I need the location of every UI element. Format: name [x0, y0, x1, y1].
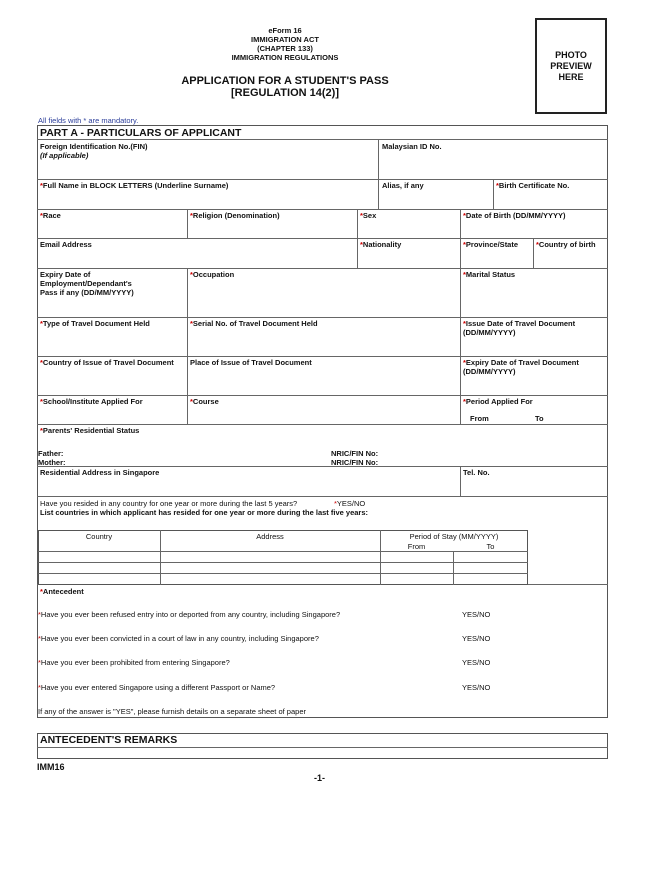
- yes-note: If any of the answer is "YES", please furnish details on a separate sheet of paper: [38, 707, 306, 716]
- question-convicted: * Have you ever been convicted in a court of law in any country, including Singapore?: [38, 634, 319, 643]
- birth-cert-label: * Birth Certificate No.: [496, 181, 569, 190]
- photo-preview-box[interactable]: [535, 18, 607, 114]
- resided-question: Have you resided in any country for one year or more during the last 5 years?: [40, 499, 298, 508]
- country-issue-label: * Country of Issue of Travel Document: [40, 358, 174, 367]
- answer-different-passport[interactable]: YES/NO: [462, 683, 491, 692]
- chapter: (CHAPTER 133): [257, 44, 313, 53]
- col-from: From: [407, 542, 426, 551]
- answer-prohibited[interactable]: YES/NO: [462, 658, 491, 667]
- rule: [187, 209, 188, 238]
- col-address: Address: [256, 532, 284, 541]
- res-address-label: Residential Address in Singapore: [40, 468, 160, 477]
- photo-label-line1: PHOTO: [555, 49, 587, 60]
- father-label: Father:: [38, 449, 64, 458]
- photo-label-line3: HERE: [558, 71, 584, 82]
- period-to-label: To: [535, 414, 544, 423]
- question-different-passport: * Have you ever entered Singapore using a different Passport or Name?: [38, 683, 275, 692]
- answer-refused-entry[interactable]: YES/NO: [462, 610, 491, 619]
- rule: [37, 317, 608, 318]
- malaysian-id-label: Malaysian ID No.: [382, 142, 442, 151]
- list-countries-label: List countries in which applicant has resided for one year or more during the last five years:: [40, 508, 369, 517]
- travel-doc-type-label: * Type of Travel Document Held: [40, 319, 150, 328]
- rule: [37, 268, 608, 269]
- rule: [493, 179, 494, 209]
- full-name-label: * Full Name in BLOCK LETTERS (Underline Surname): [40, 181, 228, 190]
- rule: [37, 356, 608, 357]
- tel-label: Tel. No.: [463, 468, 490, 477]
- regulations-name: IMMIGRATION REGULATIONS: [231, 53, 339, 62]
- page-number: -1-: [314, 773, 325, 783]
- travel-expiry-label-2: (DD/MM/YYYY): [463, 367, 516, 376]
- course-label: * Course: [190, 397, 219, 406]
- dob-label: * Date of Birth (DD/MM/YYYY): [463, 211, 566, 220]
- travel-doc-serial-label: * Serial No. of Travel Document Held: [190, 319, 318, 328]
- pass-expiry-label-3: Pass if any (DD/MM/YYYY): [40, 288, 134, 297]
- rule: [38, 562, 528, 563]
- question-refused-entry: * Have you ever been refused entry into or deported from any country, including Singapore?: [38, 610, 340, 619]
- remarks-title: ANTECEDENT'S REMARKS: [40, 734, 178, 746]
- race-label: * Race: [40, 211, 61, 220]
- father-nric-label: NRIC/FIN No:: [331, 449, 379, 458]
- parents-status-label: * Parents' Residential Status: [40, 426, 139, 435]
- photo-label-line2: PREVIEW: [550, 60, 592, 71]
- religion-label: * Religion (Denomination): [190, 211, 280, 220]
- travel-expiry-label-1: * Expiry Date of Travel Document: [463, 358, 579, 367]
- period-label: * Period Applied For: [463, 397, 533, 406]
- part-a-title: PART A - PARTICULARS OF APPLICANT: [40, 127, 242, 139]
- rule: [37, 496, 608, 497]
- rule: [37, 209, 608, 210]
- place-issue-label: Place of Issue of Travel Document: [190, 358, 312, 367]
- email-label: Email Address: [40, 240, 92, 249]
- rule: [38, 573, 528, 574]
- fin-label: Foreign Identification No.(FIN): [40, 142, 148, 151]
- rule: [37, 466, 608, 467]
- form-title: APPLICATION FOR A STUDENT'S PASS: [181, 75, 389, 87]
- antecedent-label: * Antecedent: [40, 587, 84, 596]
- pass-expiry-label-2: Employment/Dependant's: [40, 279, 132, 288]
- pass-expiry-label-1: Expiry Date of: [40, 270, 91, 279]
- col-period: Period of Stay (MM/YYYY): [409, 532, 499, 541]
- rule: [357, 209, 358, 268]
- school-label: * School/Institute Applied For: [40, 397, 143, 406]
- rule: [37, 424, 608, 425]
- province-label: * Province/State: [463, 240, 518, 249]
- rule: [37, 238, 608, 239]
- issue-date-label-1: * Issue Date of Travel Document: [463, 319, 575, 328]
- mandatory-note: All fields with * are mandatory.: [38, 116, 139, 125]
- period-from-label: From: [470, 414, 489, 423]
- rule: [533, 238, 534, 268]
- fin-sub-label: (If applicable): [40, 151, 89, 160]
- rule: [460, 209, 461, 424]
- rule: [37, 179, 608, 180]
- question-prohibited: * Have you ever been prohibited from entering Singapore?: [38, 658, 230, 667]
- country-birth-label: * Country of birth: [536, 240, 596, 249]
- nationality-label: * Nationality: [360, 240, 401, 249]
- resided-yes-no[interactable]: * YES/NO: [334, 499, 365, 508]
- rule: [378, 139, 379, 209]
- mother-label: Mother:: [38, 458, 66, 467]
- rule: [37, 139, 608, 140]
- rule: [460, 466, 461, 496]
- rule: [187, 268, 188, 424]
- eform-number: eForm 16: [268, 26, 302, 35]
- answer-convicted[interactable]: YES/NO: [462, 634, 491, 643]
- issue-date-label-2: (DD/MM/YYYY): [463, 328, 516, 337]
- sex-label: * Sex: [360, 211, 376, 220]
- mother-nric-label: NRIC/FIN No:: [331, 458, 379, 467]
- act-name: IMMIGRATION ACT: [251, 35, 319, 44]
- col-country: Country: [85, 532, 113, 541]
- rule: [37, 395, 608, 396]
- occupation-label: * Occupation: [190, 270, 234, 279]
- marital-status-label: * Marital Status: [463, 270, 515, 279]
- rule: [453, 551, 454, 585]
- form-code: IMM16: [37, 762, 65, 772]
- col-to: To: [486, 542, 495, 551]
- rule: [37, 747, 608, 748]
- alias-label: Alias, if any: [382, 181, 424, 190]
- regulation-ref: [REGULATION 14(2)]: [231, 87, 339, 99]
- rule: [38, 551, 528, 552]
